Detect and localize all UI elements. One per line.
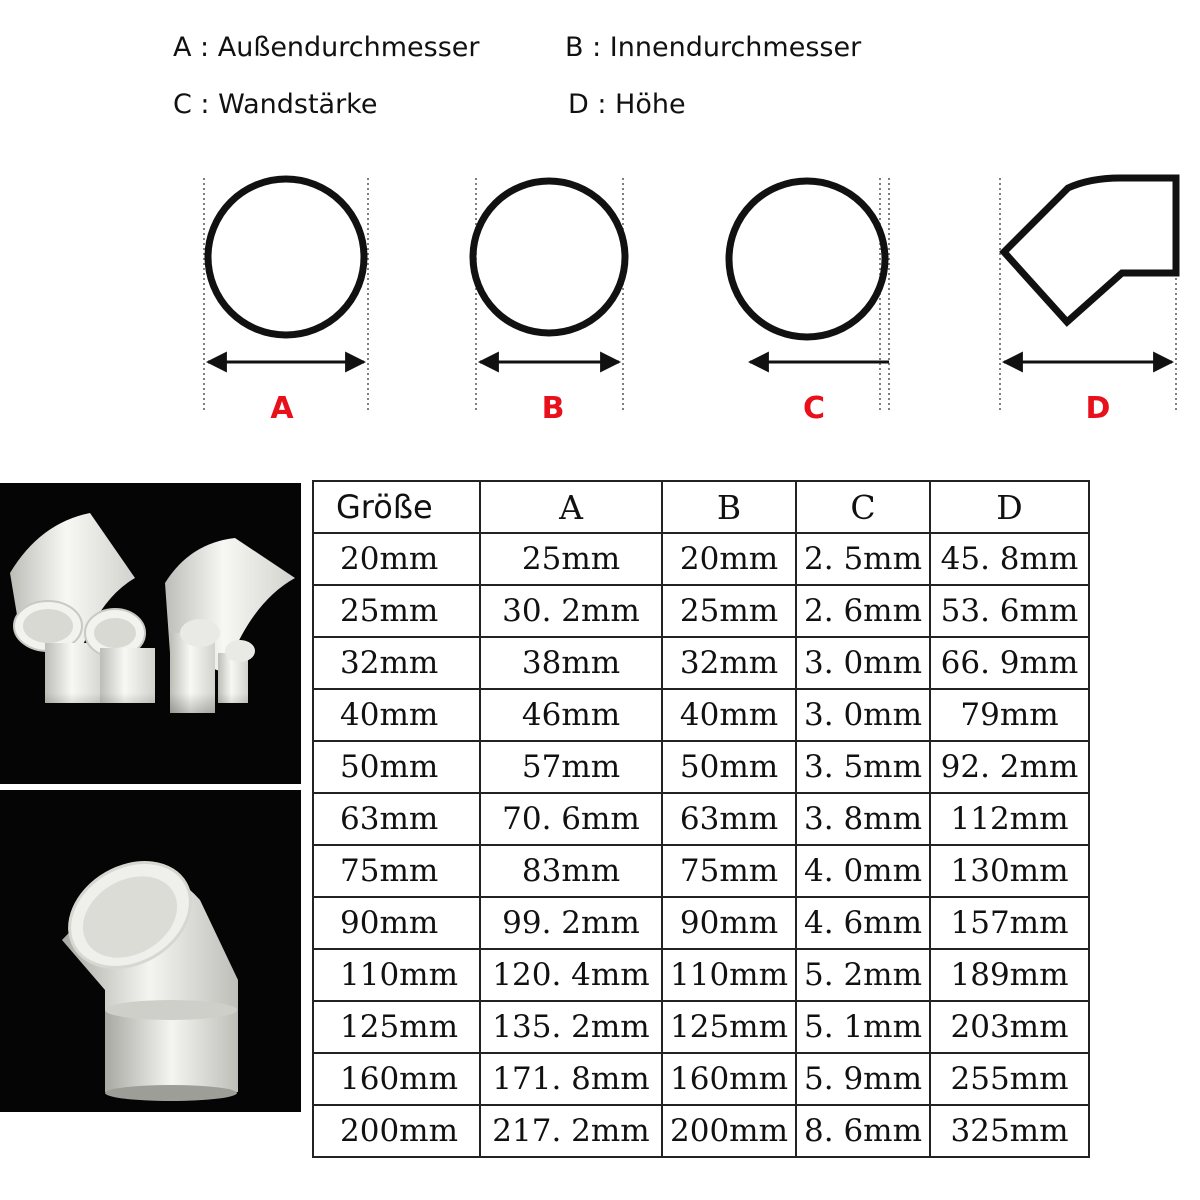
diagram-label-a: A	[270, 391, 294, 426]
cell-a: 46mm	[480, 689, 662, 741]
header-a: A	[480, 481, 662, 533]
header-size: Größe	[313, 481, 480, 533]
legend-outer-diameter: A : Außendurchmesser	[173, 32, 480, 63]
cell-d: 112mm	[930, 793, 1089, 845]
diagram-label-b: B	[541, 391, 565, 426]
cell-b: 25mm	[662, 585, 796, 637]
cell-a: 99. 2mm	[480, 897, 662, 949]
table-row	[313, 637, 1089, 689]
table-header-row	[313, 481, 1089, 533]
table-row	[313, 1105, 1089, 1157]
table-row	[313, 741, 1089, 793]
cell-a: 38mm	[480, 637, 662, 689]
cell-size: 32mm	[313, 637, 480, 689]
cell-d: 66. 9mm	[930, 637, 1089, 689]
table-row	[313, 1053, 1089, 1105]
cell-a: 171. 8mm	[480, 1053, 662, 1105]
cell-b: 90mm	[662, 897, 796, 949]
header-d: D	[930, 481, 1089, 533]
cell-size: 110mm	[313, 949, 480, 1001]
cell-d: 157mm	[930, 897, 1089, 949]
cell-a: 120. 4mm	[480, 949, 662, 1001]
cell-b: 125mm	[662, 1001, 796, 1053]
cell-b: 110mm	[662, 949, 796, 1001]
cell-a: 135. 2mm	[480, 1001, 662, 1053]
cell-c: 5. 9mm	[796, 1053, 930, 1105]
table-row	[313, 585, 1089, 637]
size-table	[312, 480, 1090, 1158]
cell-a: 70. 6mm	[480, 793, 662, 845]
cell-c: 3. 0mm	[796, 637, 930, 689]
cell-d: 79mm	[930, 689, 1089, 741]
cell-c: 3. 0mm	[796, 689, 930, 741]
cell-d: 255mm	[930, 1053, 1089, 1105]
cell-b: 200mm	[662, 1105, 796, 1157]
header-c: C	[796, 481, 930, 533]
elbow-height-figure	[1004, 178, 1176, 362]
legend-inner-diameter: B : Innendurchmesser	[565, 32, 862, 63]
cell-size: 160mm	[313, 1053, 480, 1105]
cell-size: 200mm	[313, 1105, 480, 1157]
cell-c: 2. 6mm	[796, 585, 930, 637]
cell-d: 92. 2mm	[930, 741, 1089, 793]
table-row	[313, 793, 1089, 845]
cell-c: 2. 5mm	[796, 533, 930, 585]
cell-a: 83mm	[480, 845, 662, 897]
diagram-label-c: C	[802, 391, 826, 426]
cell-d: 130mm	[930, 845, 1089, 897]
header-b: B	[662, 481, 796, 533]
cell-size: 20mm	[313, 533, 480, 585]
table-row	[313, 949, 1089, 1001]
cell-c: 4. 6mm	[796, 897, 930, 949]
cell-size: 40mm	[313, 689, 480, 741]
cell-c: 8. 6mm	[796, 1105, 930, 1157]
inner-diameter-figure	[473, 181, 625, 362]
wall-thickness-figure	[729, 181, 889, 362]
cell-b: 50mm	[662, 741, 796, 793]
cell-a: 25mm	[480, 533, 662, 585]
cell-b: 20mm	[662, 533, 796, 585]
cell-d: 53. 6mm	[930, 585, 1089, 637]
cell-size: 50mm	[313, 741, 480, 793]
cell-b: 75mm	[662, 845, 796, 897]
cell-c: 4. 0mm	[796, 845, 930, 897]
cell-d: 203mm	[930, 1001, 1089, 1053]
legend-height: D : Höhe	[568, 89, 686, 120]
cell-a: 57mm	[480, 741, 662, 793]
cell-size: 25mm	[313, 585, 480, 637]
cell-size: 125mm	[313, 1001, 480, 1053]
product-photo-single	[0, 790, 301, 1112]
cell-c: 3. 8mm	[796, 793, 930, 845]
table-row	[313, 1001, 1089, 1053]
table-row	[313, 533, 1089, 585]
cell-c: 5. 1mm	[796, 1001, 930, 1053]
cell-c: 3. 5mm	[796, 741, 930, 793]
cell-size: 75mm	[313, 845, 480, 897]
cell-a: 30. 2mm	[480, 585, 662, 637]
product-photo-group	[0, 483, 301, 784]
cell-b: 40mm	[662, 689, 796, 741]
legend-wall-thickness: C : Wandstärke	[173, 89, 378, 120]
dimension-diagram	[0, 160, 1200, 430]
cell-c: 5. 2mm	[796, 949, 930, 1001]
cell-b: 160mm	[662, 1053, 796, 1105]
diagram-label-d: D	[1085, 391, 1111, 426]
table-row	[313, 689, 1089, 741]
table-row	[313, 845, 1089, 897]
cell-d: 325mm	[930, 1105, 1089, 1157]
cell-b: 32mm	[662, 637, 796, 689]
cell-size: 90mm	[313, 897, 480, 949]
cell-size: 63mm	[313, 793, 480, 845]
cell-b: 63mm	[662, 793, 796, 845]
outer-diameter-figure	[208, 179, 364, 362]
cell-d: 45. 8mm	[930, 533, 1089, 585]
cell-a: 217. 2mm	[480, 1105, 662, 1157]
table-row	[313, 897, 1089, 949]
cell-d: 189mm	[930, 949, 1089, 1001]
